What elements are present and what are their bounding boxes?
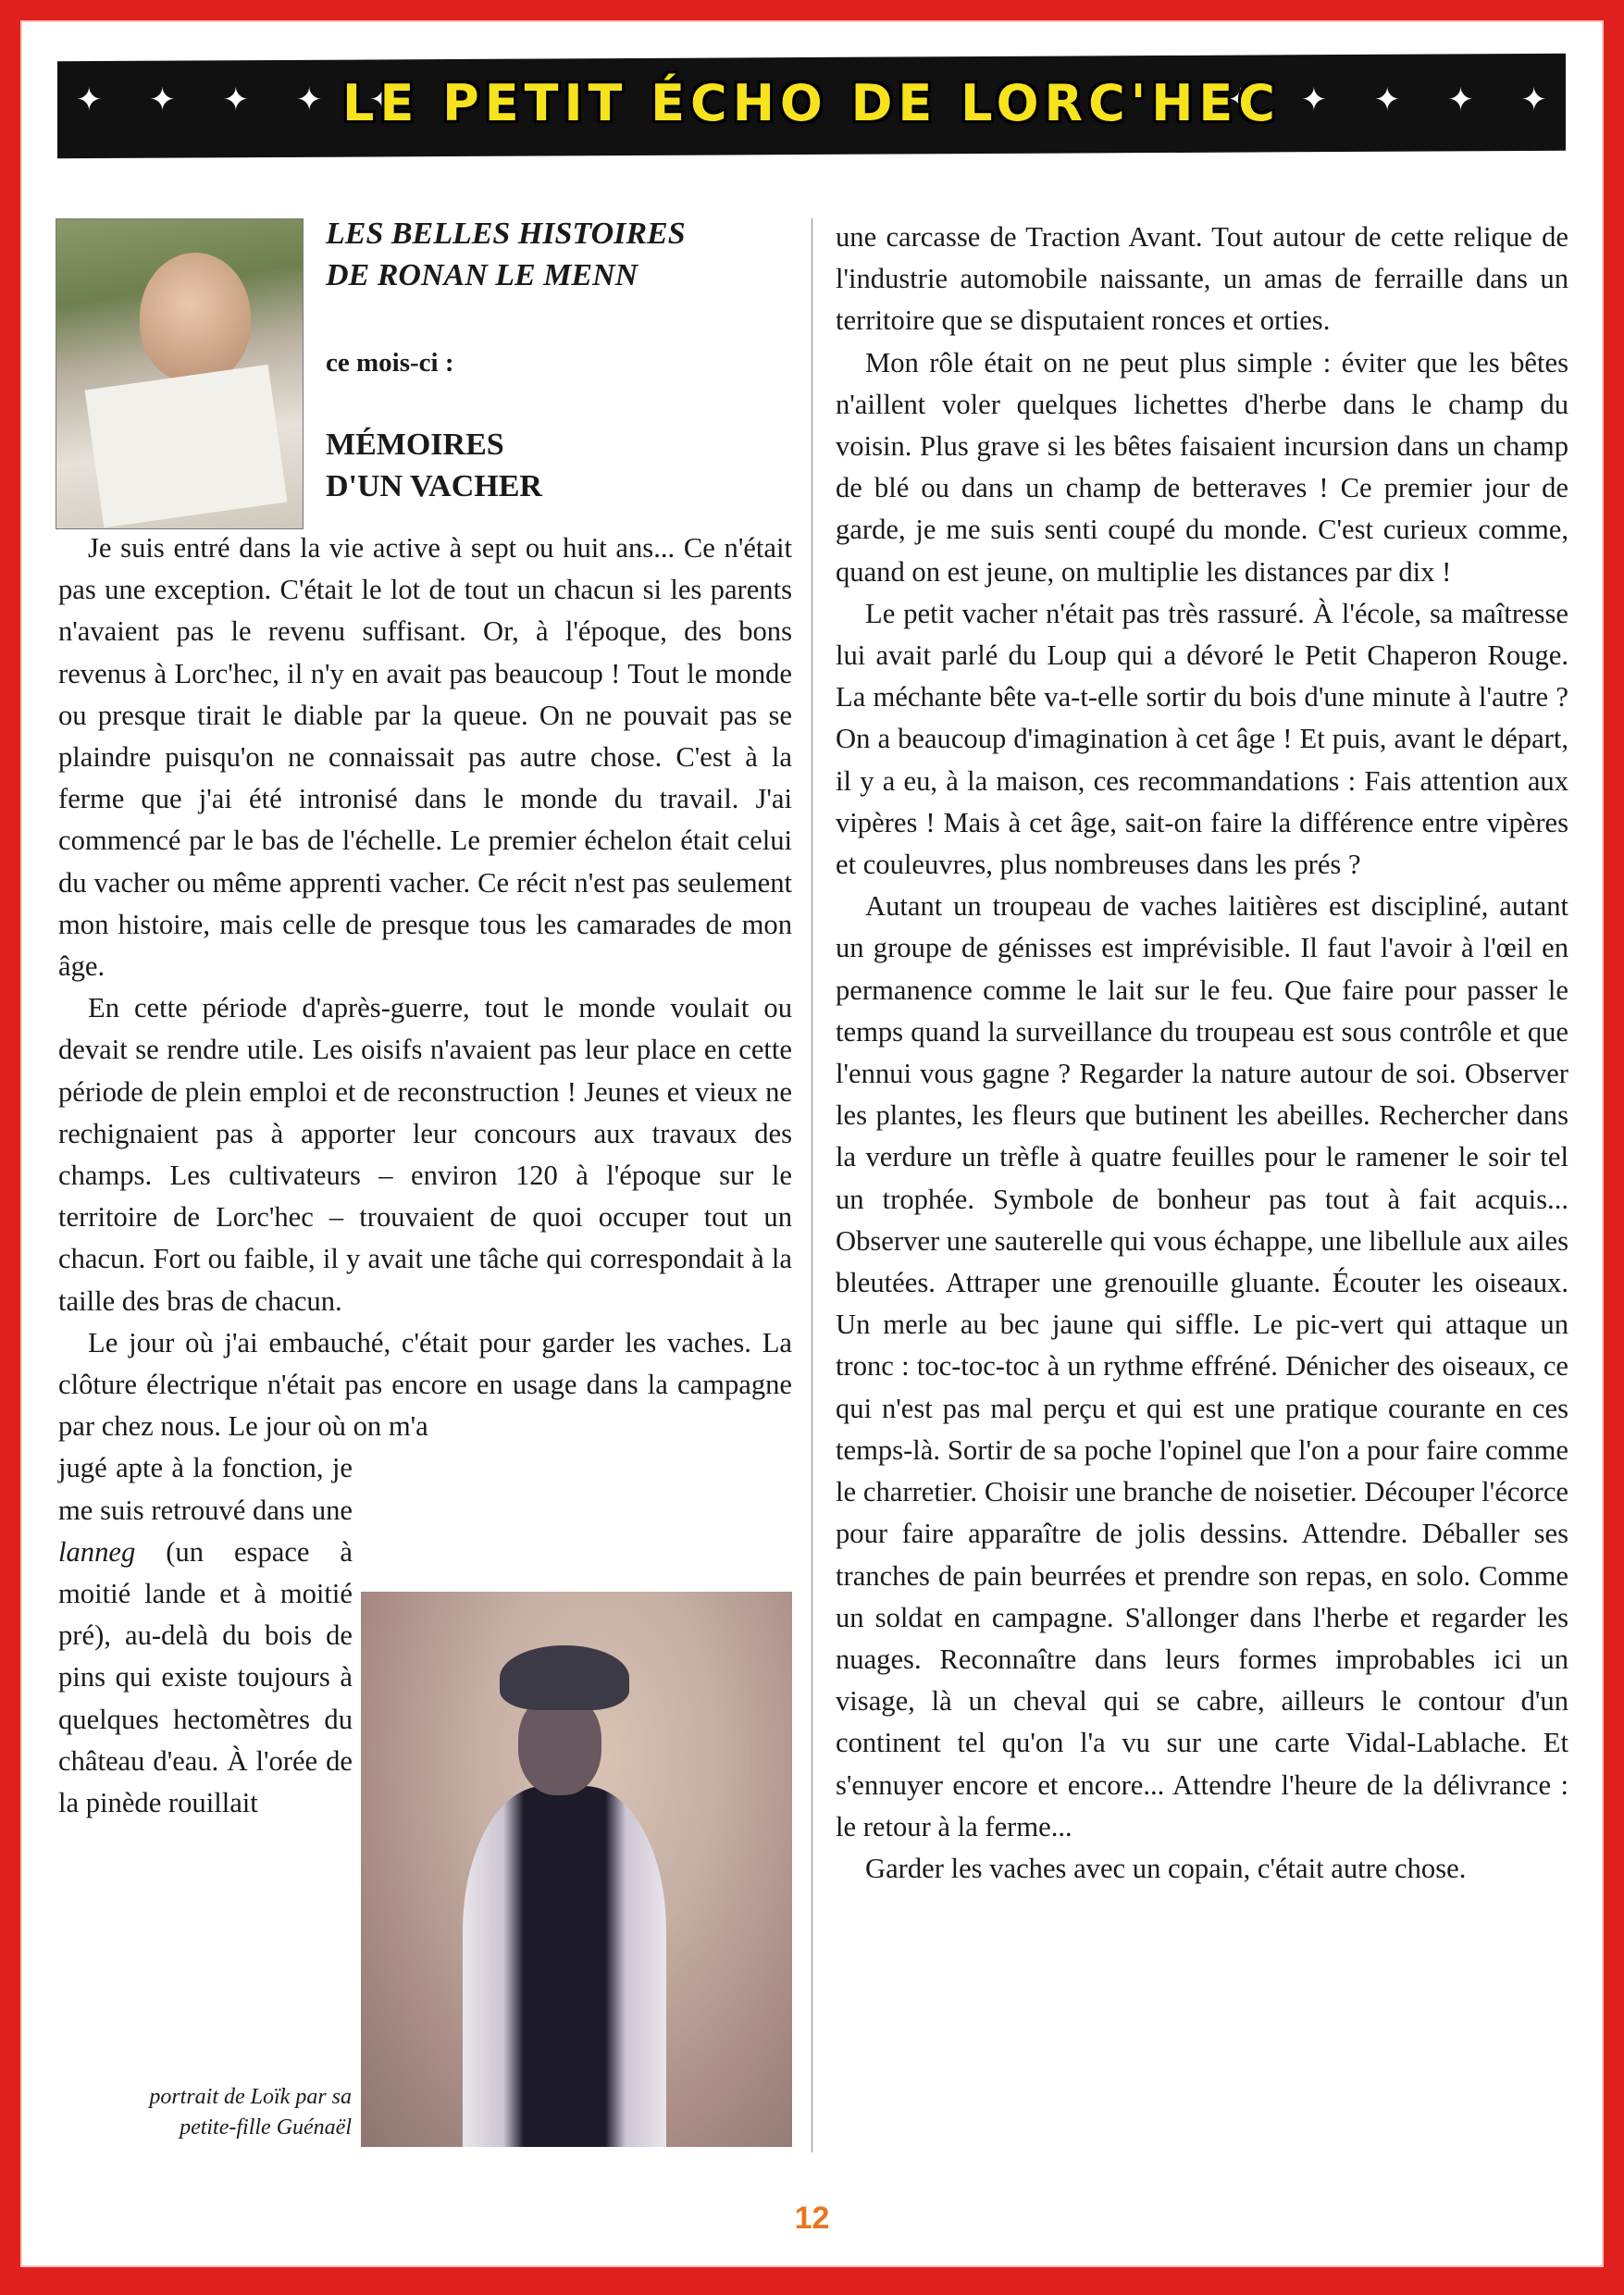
paragraph: Je suis entré dans la vie active à sept ou huit ans... Ce n'était pas une exception. C'était le lot de tout un chacun si les parents n'avaient pas le revenu suffisant. Or, à l'époque, des bons revenus à Lorc'hec, il n'y en avait pas beaucoup ! Tout le monde ou presque tirait le diable par la queue. On ne pouvait pas se plaindre puisqu'on ne connaissait pas autre chose. C'est à la ferme que j'ai été intronisé dans le monde du travail. J'ai commencé par le bas de l'échelle. Le premier échelon était celui du vacher ou même apprenti vacher. Ce récit n'est pas seulement mon histoire, mais celle de presque tous les camarades de mon âge.	[58, 532, 792, 983]
author-photo	[56, 218, 304, 529]
right-column	[836, 217, 1568, 1890]
paragraph: Autant un troupeau de vaches laitières est discipliné, autant un groupe de génisses est imprévisible. Il faut l'avoir à l'œil en permanence comme le lait sur le feu. Que faire pour passer le temps quand la surveillance du troupeau est sous contrôle et que l'ennui vous gagne ? Regarder la nature autour de soi. Observer les plantes, les fleurs que butinent les abeilles. Rechercher dans la verdure un trèfle à quatre feuilles pour le ramener le soir tel un trophée. Symbole de bonheur pas tout à fait acquis... Observer une sauterelle qui vous échappe, une libellule aux ailes bleutées. Attraper une grenouille gluante. Écouter les oiseaux. Un merle au bec jaune qui siffle. Le pic-vert qui attaque un tronc : toc-toc-toc à un rythme effréné. Dénicher des oiseaux, ce qui n'est pas mal perçu et qui est une pratique courante en ces temps-là. Sortir de sa poche l'opinel que l'on a pour faire comme le charretier. Choisir une branche de noisetier. Découper l'écorce pour faire apparaître de jolis dessins. Attendre. Déballer ses tranches de pain beurrées et prendre son repas, en solo. Comme un soldat en campagne. S'allonger dans l'herbe et regarder les nuages. Reconnaître dans leurs formes improbables ici un visage, là un cheval qui se cabre, ailleurs le contour d'un continent tel qu'on l'a vu sur une carte Vidal-Lablache. Et s'ennuyer encore et encore... Attendre l'heure de la délivrance : le retour à la ferme...	[836, 890, 1568, 1842]
portrait-caption: portrait de Loïk par sa petite-fille Guénaël	[149, 2085, 352, 2140]
paragraph: Le petit vacher n'était pas très rassuré. À l'école, sa maîtresse lui avait parlé du Loup qui a dévoré le Petit Chaperon Rouge. La méchante bête va-t-elle sortir du bois d'une minute à l'autre ? On a beaucoup d'imagination à cet âge ! Et puis, avant le départ, il y a eu, à la maison, ces recommandations : Fais attention aux vipères ! Mais à cet âge, sait-on faire la différence entre vipères et couleuvres, plus nombreuses dans les prés ?	[836, 597, 1568, 881]
breton-word: lanneg	[58, 1535, 136, 1568]
kicker-line-1: LES BELLES HISTOIRES	[326, 217, 686, 251]
paragraph: En cette période d'après-guerre, tout le monde voulait ou devait se rendre utile. Les oisifs n'avaient pas leur place en cette période de plein emploi et de reconstruction ! Jeunes et vieux ne rechignaient pas à apporter leur concours aux travaux des champs. Les cultivateurs – environ 120 à l'époque sur le territoire de Lorc'hec – trouvaient de quoi occuper tout un chacun. Fort ou faible, il y avait une tâche qui correspondait à la taille des bras de chacun.	[58, 992, 792, 1317]
paragraph-continued: jugé apte à la fonction, je me suis retrouvé dans une lanneg (un espace à moitié lande et à moitié pré), au-delà du bois de pins qui existe toujours à quelques hectomètres du château d'eau. À l'orée de la pinède rouillait	[58, 1452, 353, 1819]
header-banner	[57, 57, 1566, 155]
article-headline	[326, 213, 788, 503]
portrait-painting	[361, 1592, 792, 2147]
kicker-line-2: DE RONAN LE MENN	[326, 258, 638, 292]
ermine-icons-left: ✦ ✦ ✦ ✦ ✦	[76, 81, 415, 118]
paragraph: Mon rôle était on ne peut plus simple : éviter que les bêtes n'aillent voler quelques lichettes d'herbe dans le champ du voisin. Plus grave si les bêtes faisaient incursion dans un champ de blé ou dans un champ de betteraves ! Ce premier jour de garde, je me suis senti coupé du monde. C'est curieux comme, quand on est jeune, on multiplie les distances par dix !	[836, 346, 1568, 588]
title-line-2: D'UN VACHER	[326, 469, 542, 503]
paragraph: Garder les vaches avec un copain, c'était autre chose.	[865, 1852, 1467, 1884]
this-month-label: ce mois-ci :	[326, 348, 454, 378]
article-title	[326, 424, 542, 507]
paragraph: une carcasse de Traction Avant. Tout autour de cette relique de l'industrie automobile naissante, un amas de ferraille dans un territoire que se disputaient ronces et orties.	[836, 221, 1568, 337]
narrow-text-block	[58, 1447, 353, 1824]
paragraph: Le jour où j'ai embauché, c'était pour garder les vaches. La clôture électrique n'était pas encore en usage dans la campagne par chez nous. Le jour où on m'a	[58, 1326, 792, 1443]
ermine-icons-right: ✦ ✦ ✦ ✦ ✦	[1227, 81, 1566, 118]
page-number: 12	[794, 2201, 830, 2236]
title-line-1: MÉMOIRES	[326, 428, 504, 462]
banner-title: LE PETIT ÉCHO DE LORC'HEC	[342, 74, 1281, 132]
